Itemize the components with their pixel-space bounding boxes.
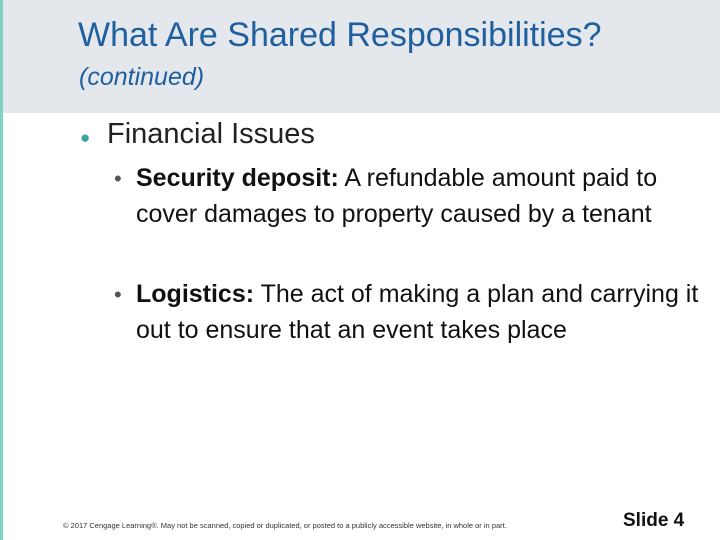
sub-bullet-dot-icon: • [114, 282, 122, 307]
term-definition: A refundable amount paid to cover damages to property caused by a tenant [136, 164, 658, 228]
slide-number: Slide 4 [623, 510, 685, 531]
sub-bullet-logistics [114, 277, 704, 348]
sub-bullet-body [136, 161, 704, 232]
copyright-notice: © 2017 Cengage Learning®. May not be scanned, copied or duplicated, or posted to a publicly accessible website, in whole or in part. [63, 521, 507, 530]
term-definition: The act of making a plan and carrying it out to ensure that an event takes place [136, 280, 699, 344]
sub-bullet-body [136, 277, 704, 348]
bullet-dot-icon: ● [80, 128, 91, 147]
slide-subtitle: (continued) [79, 63, 205, 91]
sub-bullet-dot-icon: • [114, 166, 122, 191]
sub-bullet-security-deposit [114, 161, 704, 232]
bullet-text: Financial Issues [107, 118, 315, 150]
slide-title: What Are Shared Responsibilities? [78, 16, 602, 54]
term-label: Logistics: [136, 280, 255, 308]
term-label: Security deposit: [136, 164, 339, 192]
bullet-financial-issues [80, 118, 315, 151]
